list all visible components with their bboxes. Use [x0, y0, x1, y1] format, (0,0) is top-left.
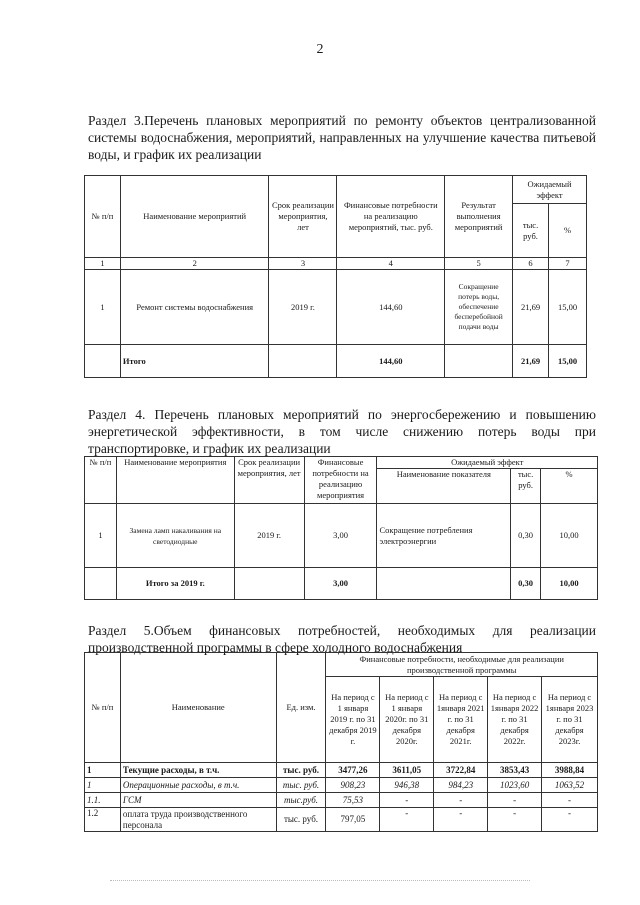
table-row [85, 504, 598, 568]
row-num: 1 [85, 270, 121, 345]
row-name: Операционные расходы, в т.ч. [120, 778, 276, 793]
header-name: Наименование мероприятий [120, 176, 269, 258]
row-value: 3722,84 [434, 763, 488, 778]
row-value: - [434, 793, 488, 808]
row-value: 946,38 [380, 778, 434, 793]
header-effect-pct: % [541, 469, 598, 504]
row-value: 984,23 [434, 778, 488, 793]
row-unit: тыс. руб. [276, 763, 326, 778]
header-num: № п/п [85, 653, 121, 763]
col-number: 5 [445, 258, 513, 270]
scan-artifact-line [110, 880, 530, 883]
row-value: 3611,05 [380, 763, 434, 778]
row-name: оплата труда производственного персонала [120, 808, 276, 832]
row-value: - [488, 793, 542, 808]
col-number: 3 [269, 258, 337, 270]
total-finance: 3,00 [304, 568, 377, 600]
row-term: 2019 г. [234, 504, 304, 568]
row-value: 1063,52 [542, 778, 598, 793]
header-effect: Ожидаемый эффект [513, 176, 587, 204]
row-value: - [434, 808, 488, 832]
section4-heading: Раздел 4. Перечень плановых мероприятий по энергосбережению и повышению энергетической эффективности, в том числе снижению потерь воды при транспортировке, и график их реализации [88, 407, 596, 456]
header-num: № п/п [85, 457, 117, 504]
header-period: На период с 1 января 2019 г. по 31 декабря 2019 г. [326, 677, 380, 763]
row-indicator: Сокращение потребления электроэнергии [377, 504, 511, 568]
row-value: 1023,60 [488, 778, 542, 793]
section4-table [84, 456, 598, 600]
total-row [85, 568, 598, 600]
total-finance: 144,60 [337, 345, 445, 378]
row-value: - [542, 808, 598, 832]
row-value: 3853,43 [488, 763, 542, 778]
total-effect-pct: 10,00 [541, 568, 598, 600]
total-effect-pct: 15,00 [549, 345, 587, 378]
col-number: 7 [549, 258, 587, 270]
row-name: Текущие расходы, в т.ч. [120, 763, 276, 778]
total-effect-rub: 0,30 [511, 568, 541, 600]
header-effect-rub: тыс. руб. [513, 204, 549, 258]
row-name: Замена ламп накаливания на светодиодные [116, 504, 234, 568]
header-period: На период с 1января 2021 г. по 31 декабря 2021г. [434, 677, 488, 763]
header-term: Срок реализации мероприятия, лет [269, 176, 337, 258]
header-period: На период с 1января 2022 г. по 31 декабря 2022г. [488, 677, 542, 763]
header-finance: Финансовые потребности на реализацию мероприятий, тыс. руб. [337, 176, 445, 258]
header-finance-group: Финансовые потребности, необходимые для реализации производственной программы [326, 653, 598, 677]
table-row [85, 793, 598, 808]
row-num: 1.1. [85, 793, 121, 808]
row-unit: тыс. руб. [276, 778, 326, 793]
header-finance: Финансовые потребности на реализацию мероприятия [304, 457, 377, 504]
table-row [85, 763, 598, 778]
row-value: 908,23 [326, 778, 380, 793]
header-effect-pct: % [549, 204, 587, 258]
table-row [85, 808, 598, 832]
header-num: № п/п [85, 176, 121, 258]
header-unit: Ед. изм. [276, 653, 326, 763]
header-name: Наименование [120, 653, 276, 763]
col-number: 1 [85, 258, 121, 270]
row-value: 75,53 [326, 793, 380, 808]
row-name: Ремонт системы водоснабжения [120, 270, 269, 345]
header-term: Срок реализации мероприятия, лет [234, 457, 304, 504]
section3-table [84, 175, 587, 378]
row-value: - [380, 808, 434, 832]
col-number: 4 [337, 258, 445, 270]
row-value: 3988,84 [542, 763, 598, 778]
table-row [85, 270, 587, 345]
section3-heading: Раздел 3.Перечень плановых мероприятий по ремонту объектов централизованной системы водоснабжения, мероприятий, направленных на улучшение качества питьевой воды, и график их реализации [88, 113, 596, 162]
total-label: Итого [120, 345, 269, 378]
row-effect-rub: 0,30 [511, 504, 541, 568]
header-name: Наименование мероприятия [116, 457, 234, 504]
row-unit: тыс. руб. [276, 808, 326, 832]
col-number: 2 [120, 258, 269, 270]
row-num: 1.2 [85, 808, 121, 832]
row-value: 797,05 [326, 808, 380, 832]
section5-table [84, 652, 598, 832]
header-effect-rub: тыс. руб. [511, 469, 541, 504]
row-unit: тыс.руб. [276, 793, 326, 808]
row-effect-rub: 21,69 [513, 270, 549, 345]
section5-heading: Раздел 5.Объем финансовых потребностей, необходимых для реализации производственной программы в сфере холодного водоснабжения [88, 623, 596, 655]
header-period: На период с 1января 2023 г. по 31 декабря 2023г. [542, 677, 598, 763]
row-term: 2019 г. [269, 270, 337, 345]
table-row [85, 778, 598, 793]
row-num: 1 [85, 778, 121, 793]
header-result: Результат выполнения мероприятий [445, 176, 513, 258]
row-num: 1 [85, 504, 117, 568]
total-effect-rub: 21,69 [513, 345, 549, 378]
total-row [85, 345, 587, 378]
row-value: - [488, 808, 542, 832]
header-period: На период с 1 января 2020г. по 31 декабря 2020г. [380, 677, 434, 763]
header-indicator: Наименование показателя [377, 469, 511, 504]
row-value: 3477,26 [326, 763, 380, 778]
row-num: 1 [85, 763, 121, 778]
row-name: ГСМ [120, 793, 276, 808]
header-effect: Ожидаемый эффект [377, 457, 598, 469]
row-value: - [380, 793, 434, 808]
row-finance: 3,00 [304, 504, 377, 568]
col-number: 6 [513, 258, 549, 270]
row-effect-pct: 15,00 [549, 270, 587, 345]
row-result: Сокращение потерь воды, обеспечение бесперебойной подачи воды [445, 270, 513, 345]
total-label: Итого за 2019 г. [116, 568, 234, 600]
row-value: - [542, 793, 598, 808]
row-finance: 144,60 [337, 270, 445, 345]
page-number: 2 [316, 42, 324, 57]
row-effect-pct: 10,00 [541, 504, 598, 568]
